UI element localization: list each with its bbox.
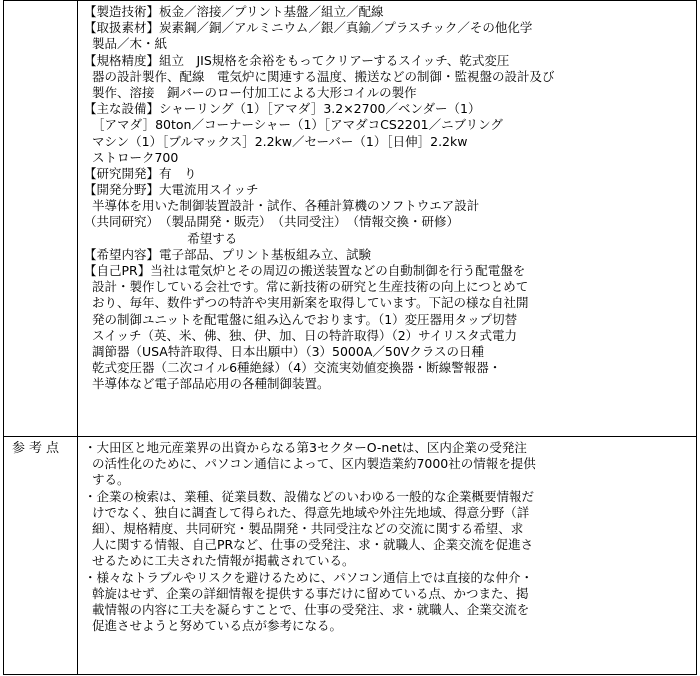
text-line: 設計・製作している会社です。常に新技術の研究と生産技術の向上につとめて <box>84 279 529 295</box>
text-line: おり、毎年、数件ずつの特許や実用新案を取得しています。下記の様な自社開 <box>84 295 529 311</box>
text-line: 乾式変圧器（二次コイル6種絶縁）（4）交流実効値変換器・断線警報器・ <box>84 360 502 376</box>
text-line: 半導体など電子部品応用の各種制御装置。 <box>84 376 330 392</box>
text-line: ストローク700 <box>84 149 179 165</box>
text-line: マシン（1）［ブルマックス］2.2kw／セーバー（1）［日伸］2.2kw <box>84 133 468 149</box>
text-line: 【開発分野】大電流用スイッチ <box>84 182 259 198</box>
text-line: けでなく、独自に調査して得られた、得意先地域や外注先地域、得意分野（詳 <box>84 504 530 520</box>
text-line: 【主な設備】シャーリング（1）［アマダ］3.2×2700／ベンダー（1） <box>84 101 481 117</box>
text-line: 促進させようと努めている点が参考になる。 <box>84 618 342 634</box>
text-line: ・様々なトラブルやリスクを避けるために、パソコン通信上では直接的な仲介・ <box>84 569 534 585</box>
row-label-cell <box>4 437 78 675</box>
text-line: 希望する <box>84 230 238 246</box>
text-line: （共同研究） （製品開発・販売） （共同受注） （情報交換・研修） <box>84 214 460 230</box>
text-line: 発の制御ユニットを配電盤に組み込んでおります。（1）変圧器用タップ切替 <box>84 311 518 327</box>
text-line: 半導体を用いた制御装置設計・試作、各種計算機のソフトウエア設計 <box>84 198 480 214</box>
text-line: 【取扱素材】炭素鋼／銅／アルミニウム／銀／真鍮／プラスチック／その他化学 <box>84 20 533 36</box>
table-row <box>4 1 697 437</box>
text-line: 【製造技術】板金／溶接／プリント基盤／組立／配線 <box>84 4 384 19</box>
text-line: 斡旋はせず、企業の詳細情報を提供する事だけに留めている点、かつまた、掲 <box>84 585 529 601</box>
row-label-cell <box>4 1 78 437</box>
text-line: せるために工夫された情報が掲載されている。 <box>84 553 355 569</box>
text-line: ・企業の検索は、業種、従業員数、設備などのいわゆる一般的な企業概要情報だ <box>84 488 535 504</box>
text-line: の活性化のために、パソコン通信によって、区内製造業約7000社の情報を提供 <box>84 456 536 472</box>
table-row <box>4 437 697 675</box>
row-content-cell <box>78 1 697 437</box>
text-line: 【自己PR】当社は電気炉とその周辺の搬送装置などの自動制御を行う配電盤を <box>84 263 526 278</box>
text-line: スイッチ（英、米、佛、独、伊、加、日の特許取得）（2）サイリスタ式電力 <box>84 327 518 343</box>
text-line: ・大田区と地元産業界の出資からなる第3セクターO-netは、区内企業の受発注 <box>84 440 527 455</box>
text-line: 製品／木・紙 <box>84 36 167 52</box>
text-line: 【規格精度】組立 JIS規格を余裕をもってクリアーするスイッチ、乾式変圧 <box>84 52 510 68</box>
text-line: 載情報の内容に工夫を凝らすことで、仕事の受発注、求・就職人、企業交流を <box>84 601 530 617</box>
text-line: 【研究開発】有 り <box>84 165 197 181</box>
reference-notes <box>78 437 696 640</box>
text-line: 器の設計製作、配線 電気炉に関連する温度、搬送などの制御・監視盤の設計及び <box>84 68 555 84</box>
text-line: ［アマダ］80ton／コーナーシャー（1）［アマダコCS2201／ニブリング <box>84 117 503 133</box>
text-line: 細）、規格精度、共同研究・製品開発・共同受注などの交流に関する希望、求 <box>84 520 524 536</box>
text-line: 【希望内容】電子部品、プリント基板組み立、試験 <box>84 246 372 262</box>
company-details <box>78 1 696 397</box>
row-content-cell <box>78 437 697 675</box>
text-line: する。 <box>84 472 130 488</box>
row-label: 参考点 <box>12 441 64 456</box>
text-line: 調節器（USA特許取得、日本出願中）（3）5000A／50Vクラスの日種 <box>84 343 484 359</box>
row-label <box>4 1 77 4</box>
info-table <box>3 0 697 675</box>
text-line: 人に関する情報、自己PRなど、仕事の受発注、求・就職人、企業交流を促進さ <box>84 537 534 553</box>
text-line: 製作、溶接 銅バーのロー付加工による大形コイルの製作 <box>84 84 417 100</box>
